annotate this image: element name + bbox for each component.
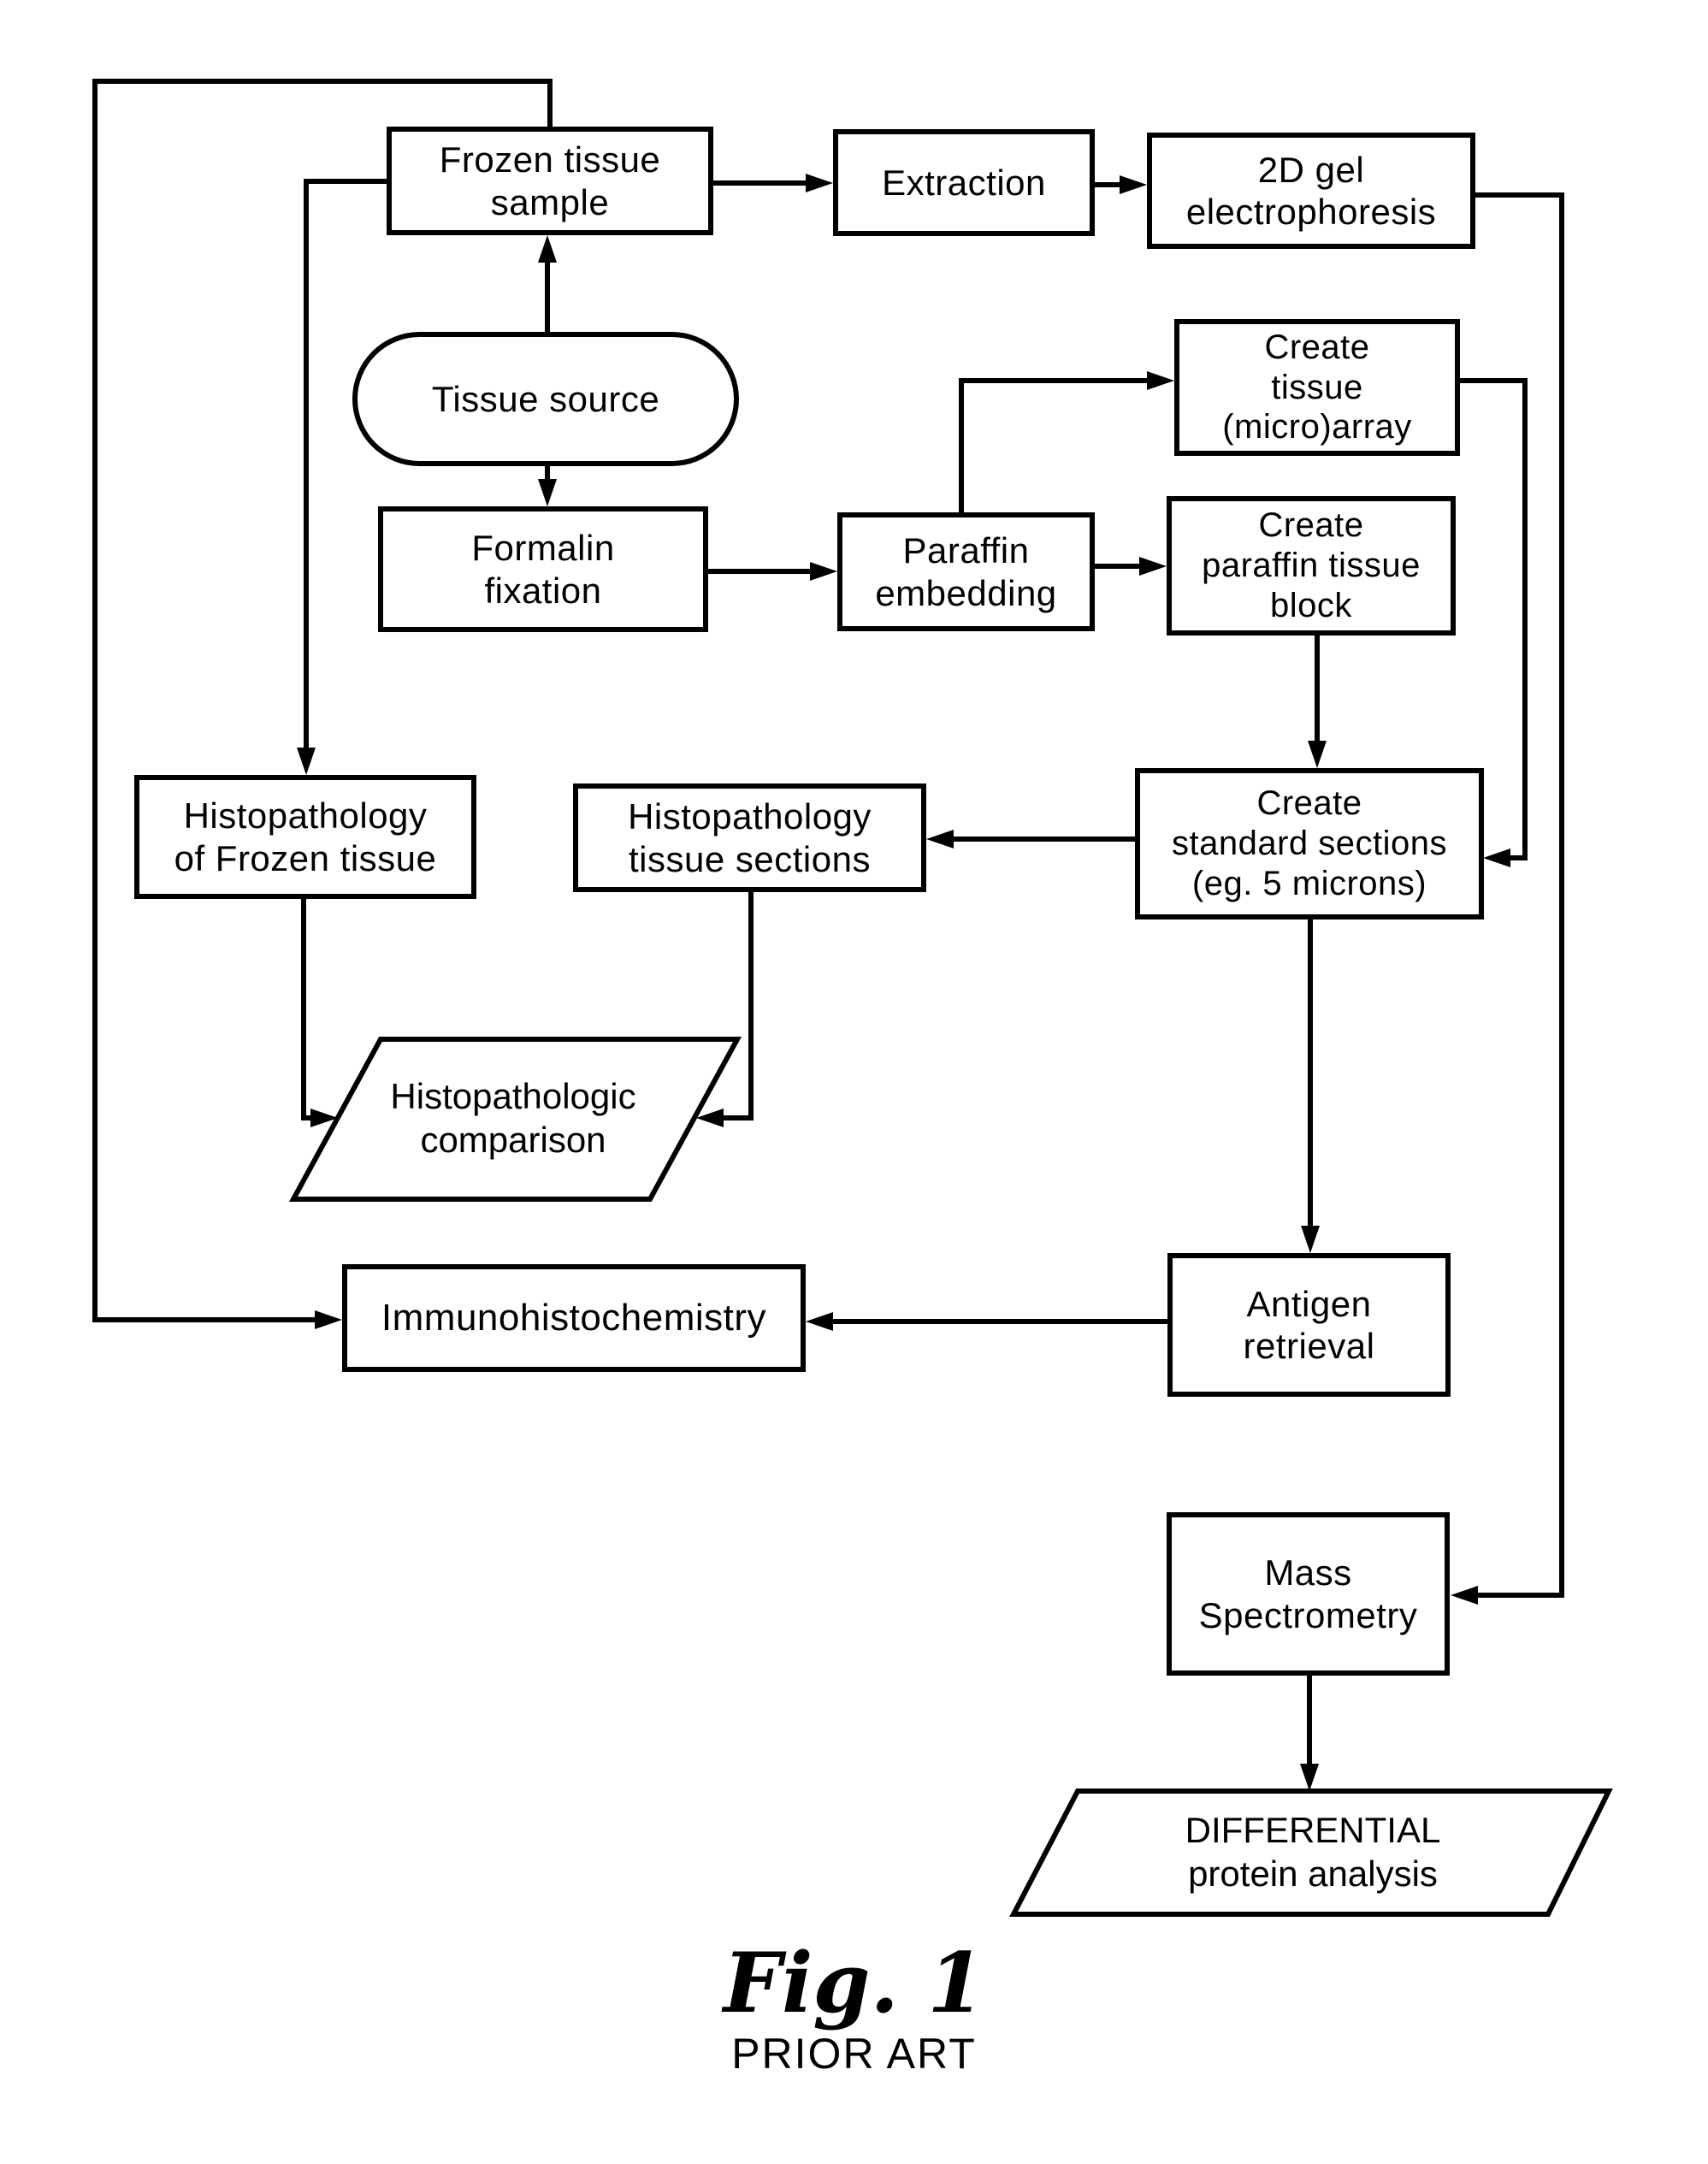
node-histopathology-tissue-sections xyxy=(573,783,926,892)
node-label-line: Extraction xyxy=(882,162,1046,203)
node-paraffin-embedding xyxy=(837,512,1095,631)
node-label-line: embedding xyxy=(875,572,1057,613)
node-label-line: (micro)array xyxy=(1222,408,1412,446)
figure-caption: Fig. 1 xyxy=(723,1935,985,2031)
node-label-line: Spectrometry xyxy=(1198,1594,1418,1635)
node-frozen-tissue-sample xyxy=(387,127,713,235)
node-create-standard-sections xyxy=(1135,768,1484,919)
node-label-line: Create xyxy=(1256,784,1362,823)
node-label-line: Histopathology xyxy=(183,795,428,837)
node-label-line: Tissue source xyxy=(431,378,660,419)
node-label-line: tissue xyxy=(1271,368,1363,406)
node-label-line: Immunohistochemistry xyxy=(381,1297,767,1339)
node-2d-gel-electrophoresis xyxy=(1147,133,1475,249)
node-label-line: Mass xyxy=(1264,1552,1352,1593)
node-label-line: Histopathologic xyxy=(390,1076,636,1117)
node-label-line: retrieval xyxy=(1243,1326,1375,1366)
arrow-frozen-to-histo-frozen xyxy=(306,181,387,748)
node-label-line: Formalin xyxy=(471,528,615,569)
node-immunohistochemistry xyxy=(342,1264,806,1372)
node-histopathologic-comparison xyxy=(308,1052,718,1185)
figure-subcaption: PRIOR ART xyxy=(731,2030,977,2078)
node-label-line: fixation xyxy=(484,570,602,611)
node-label-line: comparison xyxy=(420,1119,606,1160)
node-label-line: paraffin tissue xyxy=(1202,547,1421,585)
node-histopathology-of-frozen-tissue xyxy=(134,775,476,899)
node-label-line: 2D gel xyxy=(1257,149,1365,190)
arrow-histo-sections-to-comparison xyxy=(724,892,751,1118)
node-label-line: block xyxy=(1270,586,1352,624)
node-label-line: tissue sections xyxy=(629,838,871,879)
node-label-line: electrophoresis xyxy=(1185,192,1437,232)
node-label-line: DIFFERENTIAL xyxy=(1185,1810,1441,1851)
node-label-line: Antigen xyxy=(1246,1283,1372,1324)
node-label-line: Paraffin xyxy=(902,530,1030,571)
node-mass-spectrometry xyxy=(1167,1512,1450,1676)
node-label-line: Create xyxy=(1258,506,1364,545)
node-antigen-retrieval xyxy=(1167,1253,1451,1397)
node-extraction xyxy=(833,129,1095,236)
node-label-line: Frozen tissue xyxy=(439,139,661,180)
node-create-tissue-microarray xyxy=(1174,319,1460,456)
arrow-gel-to-mass-spec xyxy=(1475,195,1562,1595)
node-label-line: Create xyxy=(1264,328,1370,366)
node-label-line: of Frozen tissue xyxy=(174,837,437,878)
node-label-line: (eg. 5 microns) xyxy=(1191,864,1427,902)
node-label-line: Histopathology xyxy=(628,796,872,837)
node-label-line: sample xyxy=(490,181,610,222)
node-label-line: protein analysis xyxy=(1188,1853,1438,1894)
node-label-line: standard sections xyxy=(1171,825,1447,863)
node-create-paraffin-tissue-block xyxy=(1167,496,1456,636)
node-tissue-source xyxy=(352,332,739,466)
node-formalin-fixation xyxy=(378,506,708,632)
arrow-paraffin-to-microarray xyxy=(961,381,1147,512)
node-differential-protein-analysis xyxy=(1069,1794,1557,1910)
